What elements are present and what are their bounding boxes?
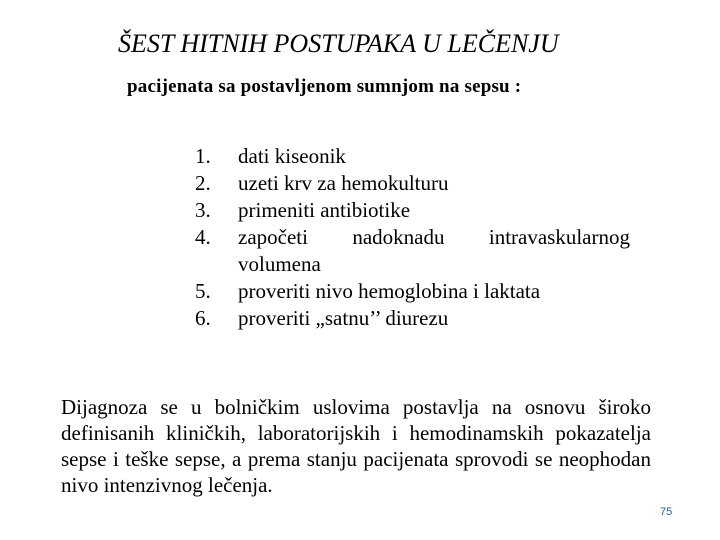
body-paragraph: Dijagnoza se u bolničkim uslovima postavlja na osnovu široko definisanih kliničkih, laboratorijskih i hemodinamskih pokazatelja sepse i teške sepse, a prema stanju pacijenata sprovodi se neophodan nivo intenzivnog lečenja.	[61, 395, 651, 497]
step-text: proveriti „satnu’’ diurezu	[238, 306, 449, 330]
list-item	[195, 278, 630, 305]
step-text-continuation: volumena	[238, 252, 321, 276]
list-item	[195, 170, 630, 197]
list-item-continuation	[195, 251, 630, 278]
slide-title: ŠEST HITNIH POSTUPAKA U LEČENJU	[118, 29, 559, 58]
step-number: 6.	[195, 306, 211, 330]
step-text: dati kiseonik	[238, 144, 346, 168]
step-number: 5.	[195, 279, 211, 303]
steps-list	[195, 143, 630, 332]
step-text: uzeti krv za hemokulturu	[238, 171, 449, 195]
list-item	[195, 143, 630, 170]
step-text: započeti nadoknadu intravaskularnog	[238, 225, 630, 249]
list-item	[195, 305, 630, 332]
step-text: primeniti antibiotike	[238, 198, 411, 222]
list-item	[195, 224, 630, 251]
step-number: 4.	[195, 225, 211, 249]
step-number: 2.	[195, 171, 211, 195]
step-number: 3.	[195, 198, 211, 222]
list-item	[195, 197, 630, 224]
slide-subtitle: pacijenata sa postavljenom sumnjom na sepsu :	[127, 76, 522, 97]
page-number: 75	[660, 506, 673, 518]
step-text: proveriti nivo hemoglobina i laktata	[238, 279, 541, 303]
step-number: 1.	[195, 144, 211, 168]
